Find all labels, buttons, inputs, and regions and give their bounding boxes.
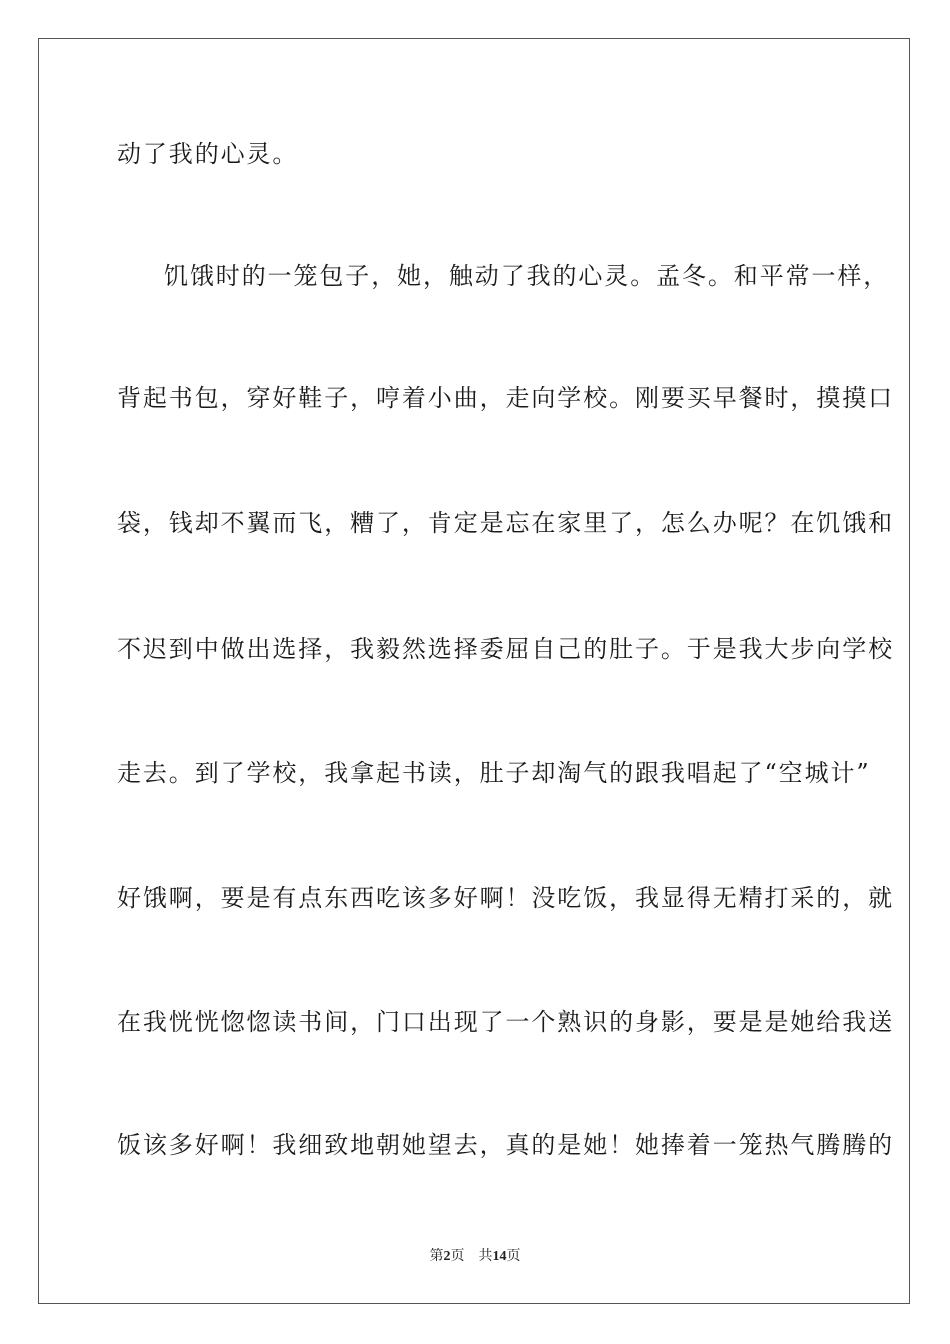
page-border [38,38,910,1304]
body-text-line-7: 好饿啊，要是有点东西吃该多好啊！没吃饭，我显得无精打采的，就 [117,884,894,912]
total-label-prefix: 共 [478,1249,493,1264]
body-text-line-4: 袋，钱却不翼而飞，糟了，肯定是忘在家里了，怎么办呢？在饥饿和 [117,509,894,537]
body-text-line-5: 不迟到中做出选择，我毅然选择委屈自己的肚子。于是我大步向学校 [117,635,894,663]
current-page-number: 2 [443,1249,451,1264]
body-text-line-3: 背起书包，穿好鞋子，哼着小曲，走向学校。刚要买早餐时，摸摸口 [117,384,894,412]
page-label-prefix: 第 [429,1249,444,1264]
total-label-suffix: 页 [506,1249,521,1264]
body-text-line-8: 在我恍恍惚惚读书间，门口出现了一个熟识的身影，要是是她给我送 [117,1008,894,1036]
paragraph-start-line: 饥饿时的一笼包子，她，触动了我的心灵。孟冬。和平常一样， [164,262,890,290]
page-footer [0,1248,950,1266]
body-text-line-9: 饭该多好啊！我细致地朝她望去，真的是她！她捧着一笼热气腾腾的 [117,1131,894,1159]
body-text-line-6: 走去。到了学校，我拿起书读，肚子却淘气的跟我唱起了“空城计” [117,759,871,787]
body-text-line-1: 动了我的心灵。 [117,140,299,168]
page-label-suffix: 页 [450,1249,465,1264]
total-page-count: 14 [492,1249,507,1264]
